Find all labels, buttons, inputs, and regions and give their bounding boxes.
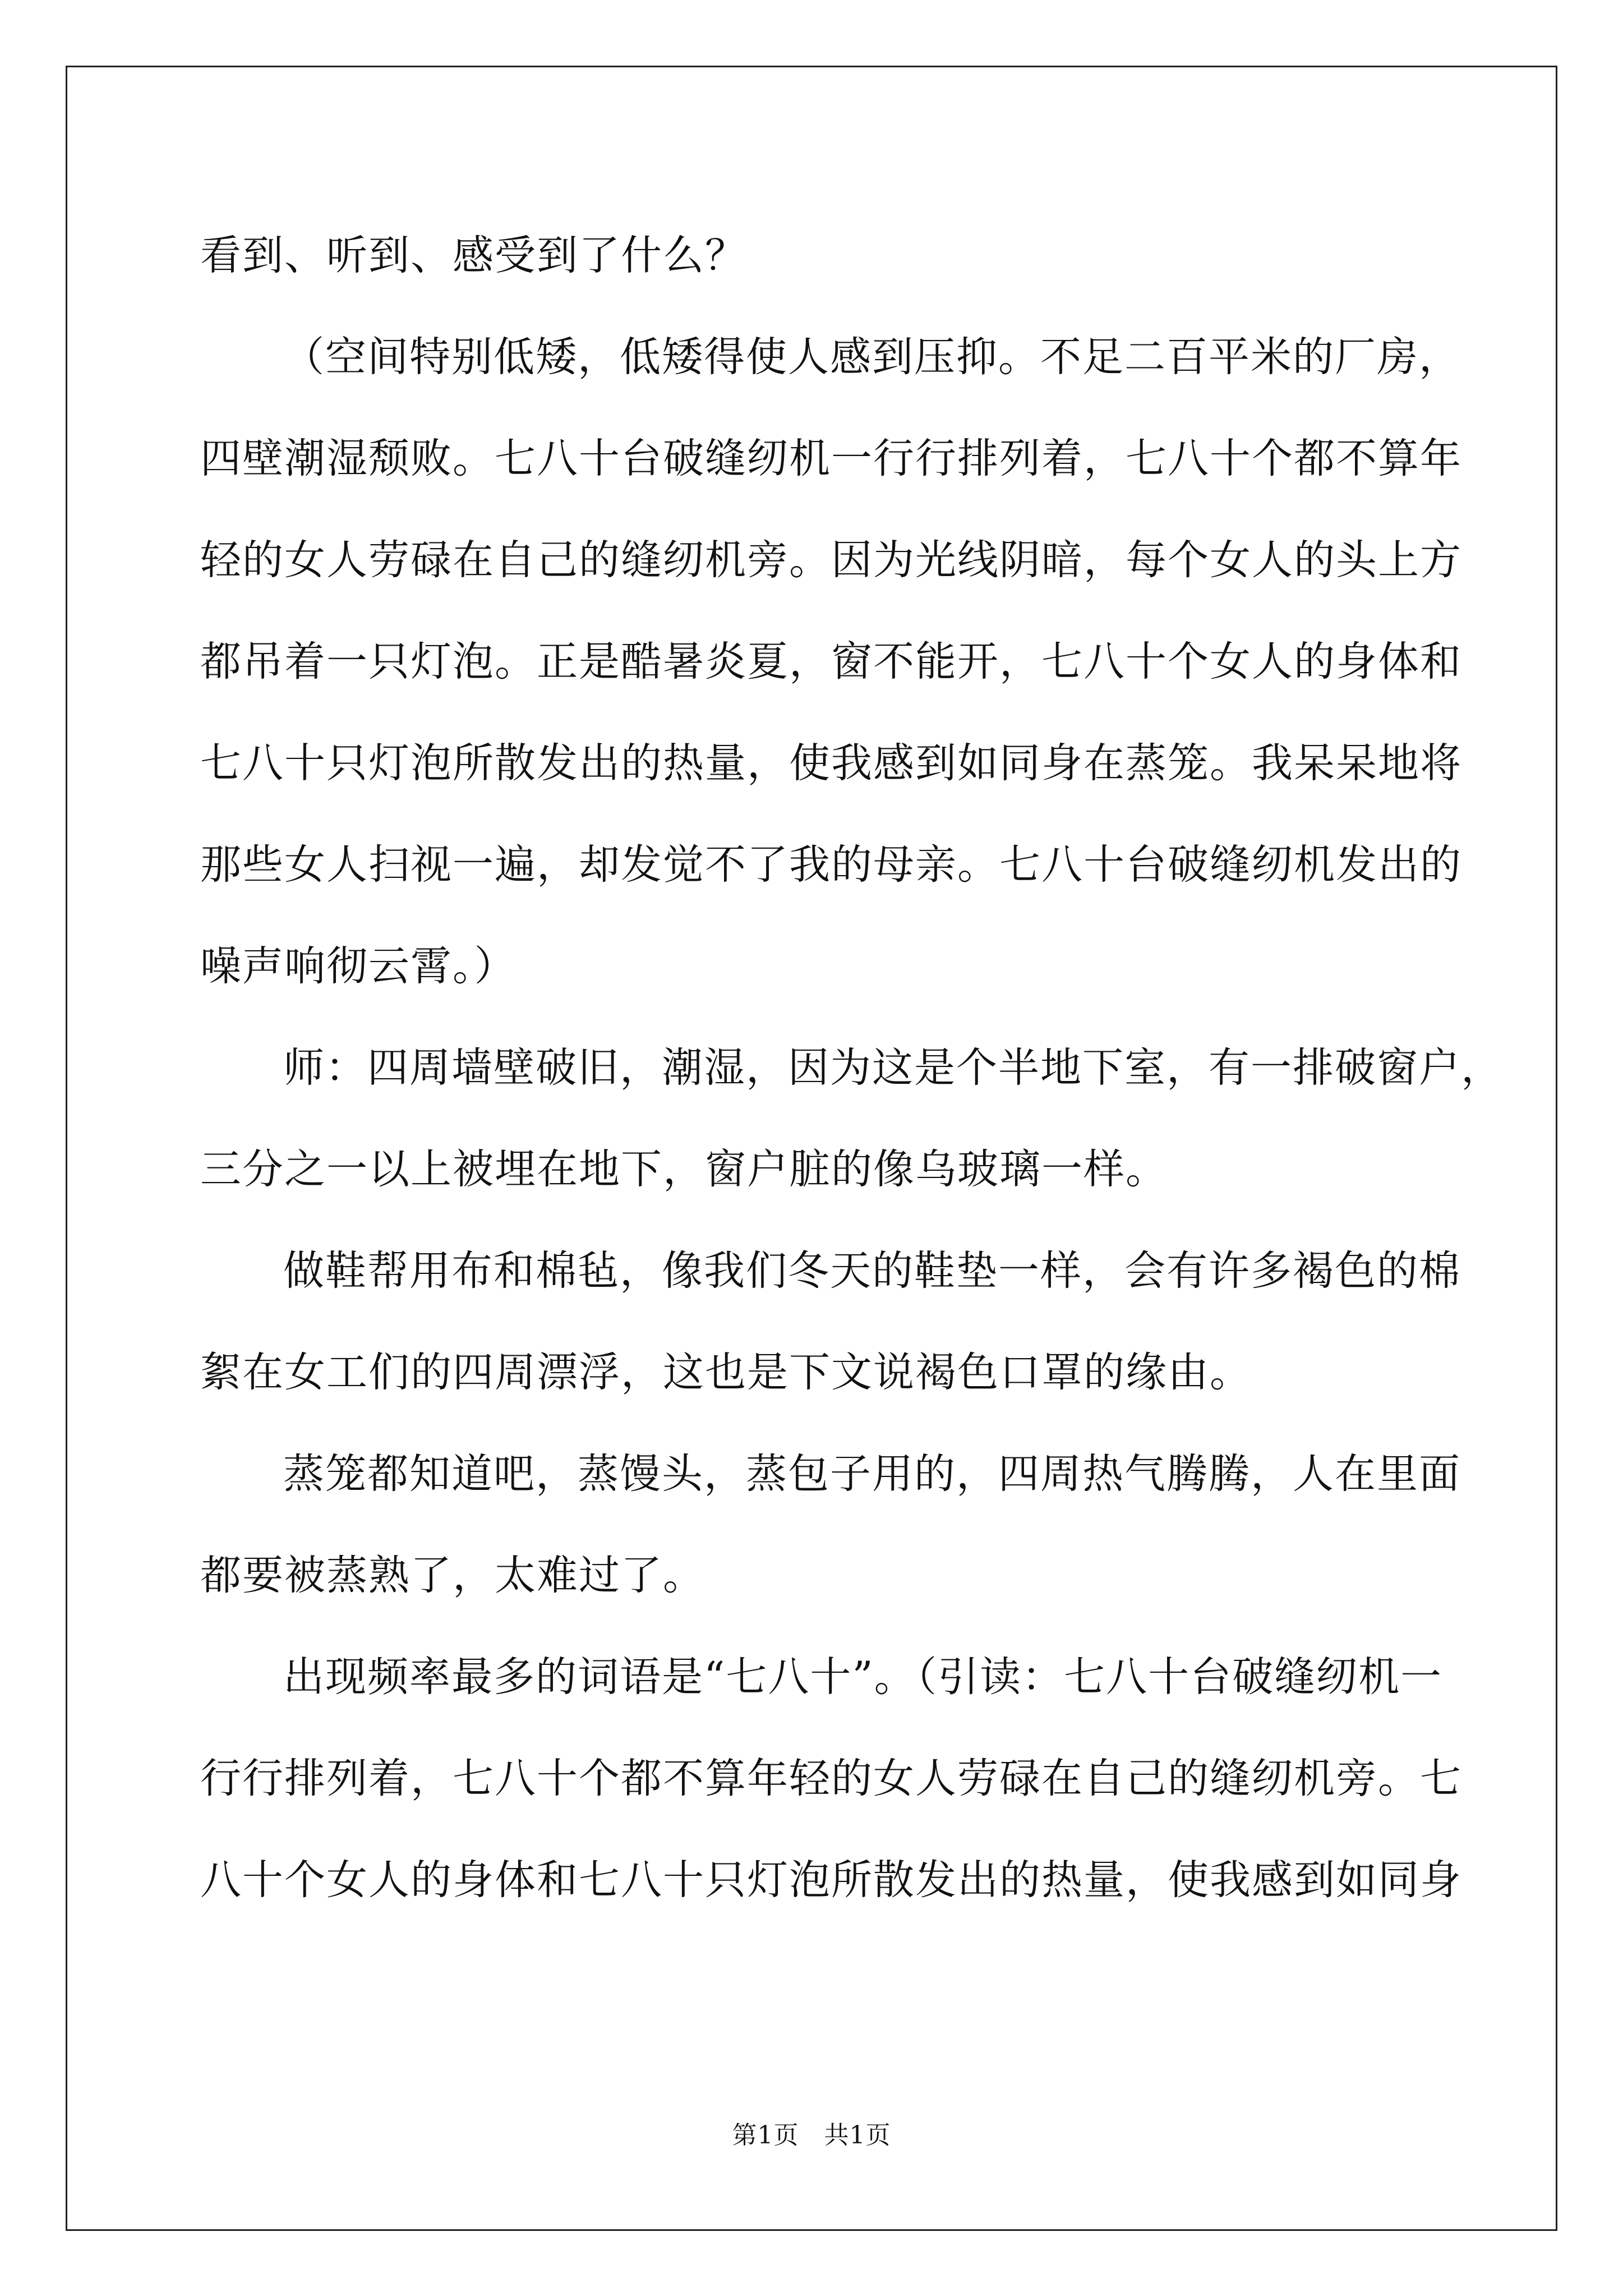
text-line: 轻的女人劳碌在自己的缝纫机旁。因为光线阴暗，每个女人的头上方 (200, 536, 1462, 584)
text-line: 絮在女工们的四周漂浮，这也是下文说褐色口罩的缘由。 (200, 1349, 1252, 1396)
text-line: 七八十只灯泡所散发出的热量，使我感到如同身在蒸笼。我呆呆地将 (200, 739, 1462, 787)
document-body (200, 205, 1503, 1931)
text-line: 蒸笼都知道吧，蒸馒头，蒸包子用的，四周热气腾腾，人在里面 (283, 1450, 1461, 1498)
text-line: 三分之一以上被埋在地下，窗户脏的像乌玻璃一样。 (200, 1145, 1168, 1193)
page-number-footer: 第1页 共1页 (732, 2121, 891, 2150)
text-line: 那些女人扫视一遍，却发觉不了我的母亲。七八十台破缝纫机发出的 (200, 841, 1462, 889)
text-line: 行行排列着，七八十个都不算年轻的女人劳碌在自己的缝纫机旁。七 (200, 1755, 1462, 1802)
text-line: 都吊着一只灯泡。正是酷暑炎夏，窗不能开，七八十个女人的身体和 (200, 638, 1462, 685)
text-line: 都要被蒸熟了，太难过了。 (200, 1552, 705, 1599)
text-line: 师：四周墙壁破旧，潮湿，因为这是个半地下室，有一排破窗户， (283, 1044, 1503, 1092)
text-line: 四壁潮湿颓败。七八十台破缝纫机一行行排列着，七八十个都不算年 (200, 435, 1462, 482)
text-line: 看到、听到、感受到了什么？ (200, 232, 747, 279)
text-line: 出现频率最多的词语是“七八十”。（引读：七八十台破缝纫机一 (283, 1653, 1443, 1701)
text-line: （空间特别低矮，低矮得使人感到压抑。不足二百平米的厂房， (283, 333, 1461, 381)
text-line: 做鞋帮用布和棉毡，像我们冬天的鞋垫一样，会有许多褐色的棉 (283, 1247, 1461, 1295)
text-line: 噪声响彻云霄。） (200, 942, 517, 990)
text-line: 八十个女人的身体和七八十只灯泡所散发出的热量，使我感到如同身 (200, 1856, 1462, 1904)
